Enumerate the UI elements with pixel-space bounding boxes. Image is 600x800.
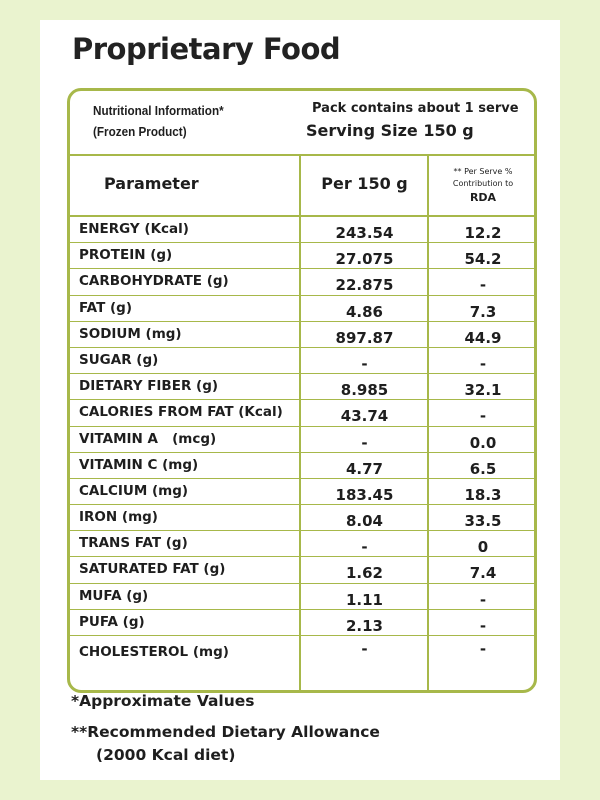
row-rda-value: - [479, 590, 487, 609]
row-parameter: DIETARY FIBER (g) [79, 378, 219, 395]
row-rda-value: 0.0 [469, 433, 497, 452]
table-row [70, 400, 534, 426]
row-rda-value: - [479, 354, 487, 373]
column-header-parameter: Parameter [104, 174, 199, 193]
footnote-rda-diet: (2000 Kcal diet) [96, 746, 236, 764]
row-parameter: IRON (mg) [79, 509, 158, 526]
row-rda-value: 7.3 [469, 302, 497, 321]
row-per150-value: 27.075 [335, 250, 394, 269]
row-rda-value: - [479, 407, 487, 426]
row-parameter: CALCIUM (mg) [79, 482, 189, 499]
table-header-info [70, 91, 534, 154]
row-rda-value: 32.1 [464, 381, 502, 400]
row-per150-value: 1.62 [345, 564, 383, 583]
row-parameter: PROTEIN (g) [79, 247, 173, 264]
table-row [70, 557, 534, 583]
table-row [70, 217, 534, 243]
row-parameter: SATURATED FAT (g) [79, 561, 226, 578]
nutrition-table [67, 88, 537, 693]
row-per150-value: 4.86 [345, 302, 383, 321]
row-rda-value: 0 [477, 538, 489, 557]
row-parameter: TRANS FAT (g) [79, 535, 188, 552]
table-row [70, 610, 534, 636]
pack-contents: Pack contains about 1 serve [312, 101, 519, 116]
table-row [70, 427, 534, 453]
row-rda-value: 54.2 [464, 250, 502, 269]
row-rda-value: - [479, 616, 487, 635]
table-row [70, 296, 534, 322]
row-per150-value: 8.985 [340, 381, 389, 400]
table-row [70, 636, 534, 666]
row-parameter: ENERGY (Kcal) [79, 221, 189, 237]
row-parameter: SODIUM (mg) [79, 325, 182, 342]
table-row [70, 322, 534, 348]
table-row [70, 453, 534, 479]
row-per150-value: 4.77 [345, 459, 383, 478]
divider [70, 154, 534, 156]
serving-size: Serving Size 150 g [306, 121, 474, 140]
row-parameter: FAT (g) [79, 299, 132, 316]
product-state-label: (Frozen Product) [93, 124, 187, 139]
row-parameter: PUFA (g) [79, 613, 145, 630]
table-row [70, 584, 534, 610]
row-per150-value: 8.04 [345, 512, 383, 531]
page-title: Proprietary Food [72, 32, 341, 66]
row-per150-value: 243.54 [335, 224, 394, 242]
row-per150-value: 1.11 [345, 590, 383, 609]
row-parameter: SUGAR (g) [79, 351, 159, 368]
row-parameter: CHOLESTEROL (mg) [79, 644, 229, 660]
table-body [70, 217, 534, 666]
table-row [70, 479, 534, 505]
column-header-rda-line2: Contribution to [452, 179, 514, 188]
row-per150-value: 183.45 [335, 485, 394, 504]
table-row [70, 243, 534, 269]
row-per150-value: - [361, 640, 368, 658]
row-per150-value: - [361, 354, 368, 373]
row-rda-value: 33.5 [464, 512, 502, 531]
row-rda-value: 12.2 [464, 224, 502, 242]
column-header-rda-line1: ** Per Serve % [453, 167, 513, 176]
row-per150-value: 2.13 [345, 616, 383, 635]
nutritional-info-label: Nutritional Information* [93, 103, 224, 118]
row-parameter: VITAMIN A (mcg) [79, 430, 217, 447]
row-rda-value: 44.9 [464, 328, 502, 347]
column-header-per150: Per 150 g [321, 174, 408, 193]
label-card [40, 20, 560, 780]
row-rda-value: - [479, 640, 487, 658]
row-parameter: CALORIES FROM FAT (Kcal) [79, 404, 283, 421]
row-parameter: CARBOHYDRATE (g) [79, 273, 229, 290]
table-row [70, 269, 534, 295]
table-row [70, 505, 534, 531]
table-row [70, 374, 534, 400]
row-per150-value: - [361, 433, 368, 452]
row-per150-value: - [361, 538, 368, 557]
table-row [70, 531, 534, 557]
row-rda-value: 6.5 [469, 459, 497, 478]
row-rda-value: - [479, 276, 487, 295]
footnote-rda: **Recommended Dietary Allowance [71, 723, 380, 741]
row-rda-value: 18.3 [464, 485, 502, 504]
row-per150-value: 22.875 [335, 276, 394, 295]
row-parameter: VITAMIN C (mg) [79, 456, 199, 473]
row-per150-value: 897.87 [335, 328, 394, 347]
row-per150-value: 43.74 [340, 407, 389, 426]
footnote-approx: *Approximate Values [71, 692, 255, 710]
table-row [70, 348, 534, 374]
column-header-rda-line3: RDA [469, 191, 497, 204]
row-rda-value: 7.4 [469, 564, 497, 583]
row-parameter: MUFA (g) [79, 587, 149, 604]
